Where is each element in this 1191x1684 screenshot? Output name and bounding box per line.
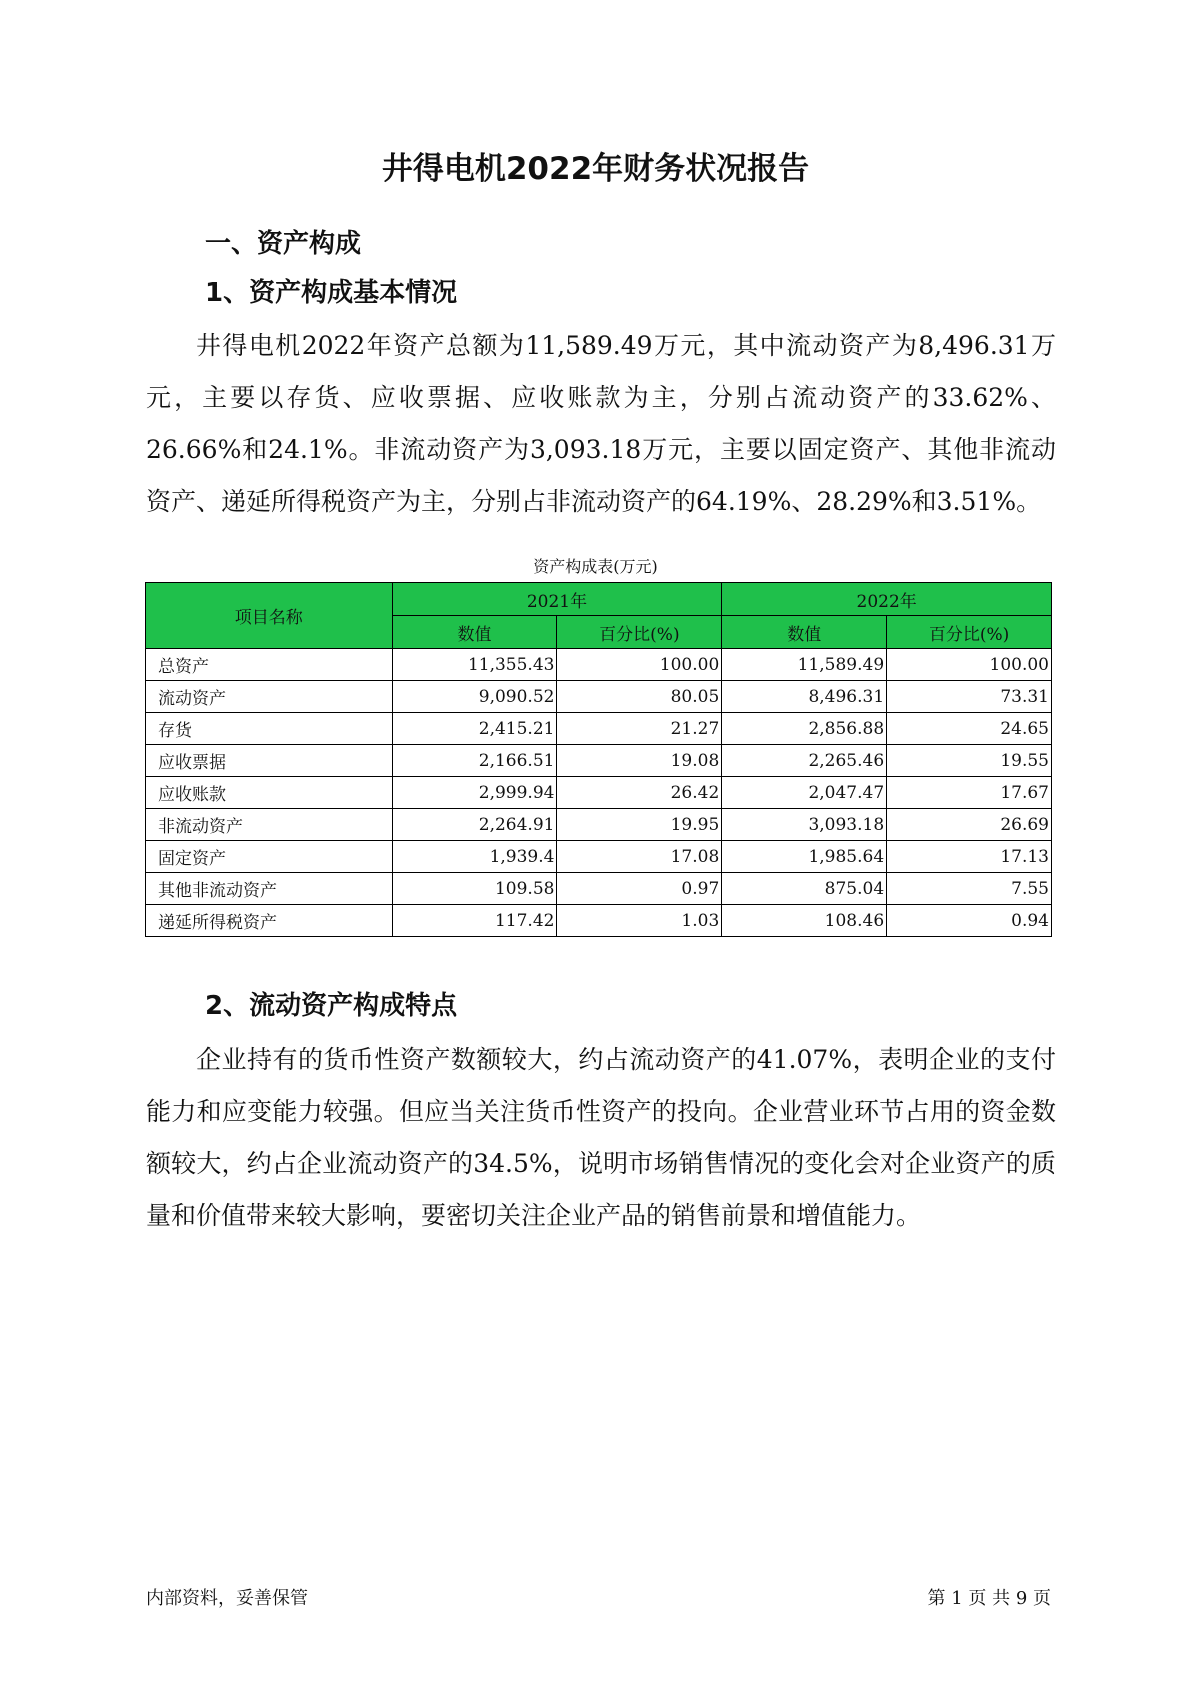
header-year-2022: 2022年 [722, 583, 1052, 616]
table-row [146, 809, 1052, 841]
table-row [146, 873, 1052, 905]
row-value-2022: 875.04 [722, 873, 887, 905]
row-percent-2021: 21.27 [557, 713, 722, 745]
row-value-2021: 109.58 [392, 873, 557, 905]
row-value-2021: 117.42 [392, 905, 557, 937]
asset-composition-table [145, 582, 1052, 937]
row-name: 流动资产 [146, 681, 393, 713]
row-name: 固定资产 [146, 841, 393, 873]
row-name: 应收票据 [146, 745, 393, 777]
header-value-2022: 数值 [722, 616, 887, 649]
row-percent-2022: 100.00 [887, 649, 1052, 681]
footer-confidential-note: 内部资料，妥善保管 [146, 1588, 308, 1609]
row-value-2021: 2,999.94 [392, 777, 557, 809]
row-value-2022: 108.46 [722, 905, 887, 937]
row-name: 递延所得税资产 [146, 905, 393, 937]
row-value-2022: 11,589.49 [722, 649, 887, 681]
table-row [146, 649, 1052, 681]
row-percent-2021: 80.05 [557, 681, 722, 713]
header-percent-2021: 百分比(%) [557, 616, 722, 649]
paragraph-current-assets-analysis: 企业持有的货币性资产数额较大，约占流动资产的41.07%，表明企业的支付能力和应变能力较强。但应当关注货币性资产的投向。企业营业环节占用的资金数额较大，约占企业流动资产的34.5%，说明市场销售情况的变化会对企业资产的质量和价值带来较大影响，要密切关注企业产品的销售前景和增值能力。 [146, 1045, 1056, 1230]
row-percent-2022: 26.69 [887, 809, 1052, 841]
header-value-2021: 数值 [392, 616, 557, 649]
row-percent-2021: 100.00 [557, 649, 722, 681]
row-value-2022: 2,047.47 [722, 777, 887, 809]
row-value-2022: 8,496.31 [722, 681, 887, 713]
row-percent-2022: 24.65 [887, 713, 1052, 745]
header-item-name: 项目名称 [146, 583, 393, 649]
footer-page-number: 第 1 页 共 9 页 [927, 1588, 1051, 1609]
table-header-row-years [146, 583, 1052, 616]
table-row [146, 745, 1052, 777]
row-percent-2022: 17.67 [887, 777, 1052, 809]
document-title: 井得电机2022年财务状况报告 [381, 151, 810, 187]
header-year-2021: 2021年 [392, 583, 722, 616]
row-name: 非流动资产 [146, 809, 393, 841]
row-percent-2022: 7.55 [887, 873, 1052, 905]
row-value-2021: 9,090.52 [392, 681, 557, 713]
table-row [146, 713, 1052, 745]
row-percent-2021: 26.42 [557, 777, 722, 809]
row-value-2022: 2,265.46 [722, 745, 887, 777]
row-value-2021: 1,939.4 [392, 841, 557, 873]
row-percent-2021: 19.95 [557, 809, 722, 841]
row-value-2021: 2,166.51 [392, 745, 557, 777]
row-value-2022: 2,856.88 [722, 713, 887, 745]
section-heading-asset-composition: 一、资产构成 [205, 229, 362, 259]
row-name: 存货 [146, 713, 393, 745]
row-percent-2022: 73.31 [887, 681, 1052, 713]
row-name: 其他非流动资产 [146, 873, 393, 905]
row-percent-2022: 17.13 [887, 841, 1052, 873]
row-value-2022: 1,985.64 [722, 841, 887, 873]
row-percent-2021: 19.08 [557, 745, 722, 777]
subsection-heading-current-assets: 2、流动资产构成特点 [205, 991, 458, 1021]
row-percent-2021: 17.08 [557, 841, 722, 873]
row-value-2021: 2,415.21 [392, 713, 557, 745]
table-row [146, 841, 1052, 873]
paragraph-asset-summary: 井得电机2022年资产总额为11,589.49万元，其中流动资产为8,496.31万元，主要以存货、应收票据、应收账款为主，分别占流动资产的33.62%、26.66%和24.1%。非流动资产为3,093.18万元，主要以固定资产、其他非流动资产、递延所得税资产为主，分别占非流动资产的64.19%、28.29%和3.51%。 [146, 331, 1056, 516]
header-percent-2022: 百分比(%) [887, 616, 1052, 649]
table-row [146, 777, 1052, 809]
table-row [146, 681, 1052, 713]
row-value-2021: 11,355.43 [392, 649, 557, 681]
row-percent-2021: 0.97 [557, 873, 722, 905]
row-name: 总资产 [146, 649, 393, 681]
row-percent-2021: 1.03 [557, 905, 722, 937]
row-percent-2022: 19.55 [887, 745, 1052, 777]
row-percent-2022: 0.94 [887, 905, 1052, 937]
row-value-2022: 3,093.18 [722, 809, 887, 841]
row-name: 应收账款 [146, 777, 393, 809]
table-caption: 资产构成表(万元) [533, 557, 658, 576]
table-row [146, 905, 1052, 937]
subsection-heading-basic-situation: 1、资产构成基本情况 [205, 278, 458, 308]
row-value-2021: 2,264.91 [392, 809, 557, 841]
